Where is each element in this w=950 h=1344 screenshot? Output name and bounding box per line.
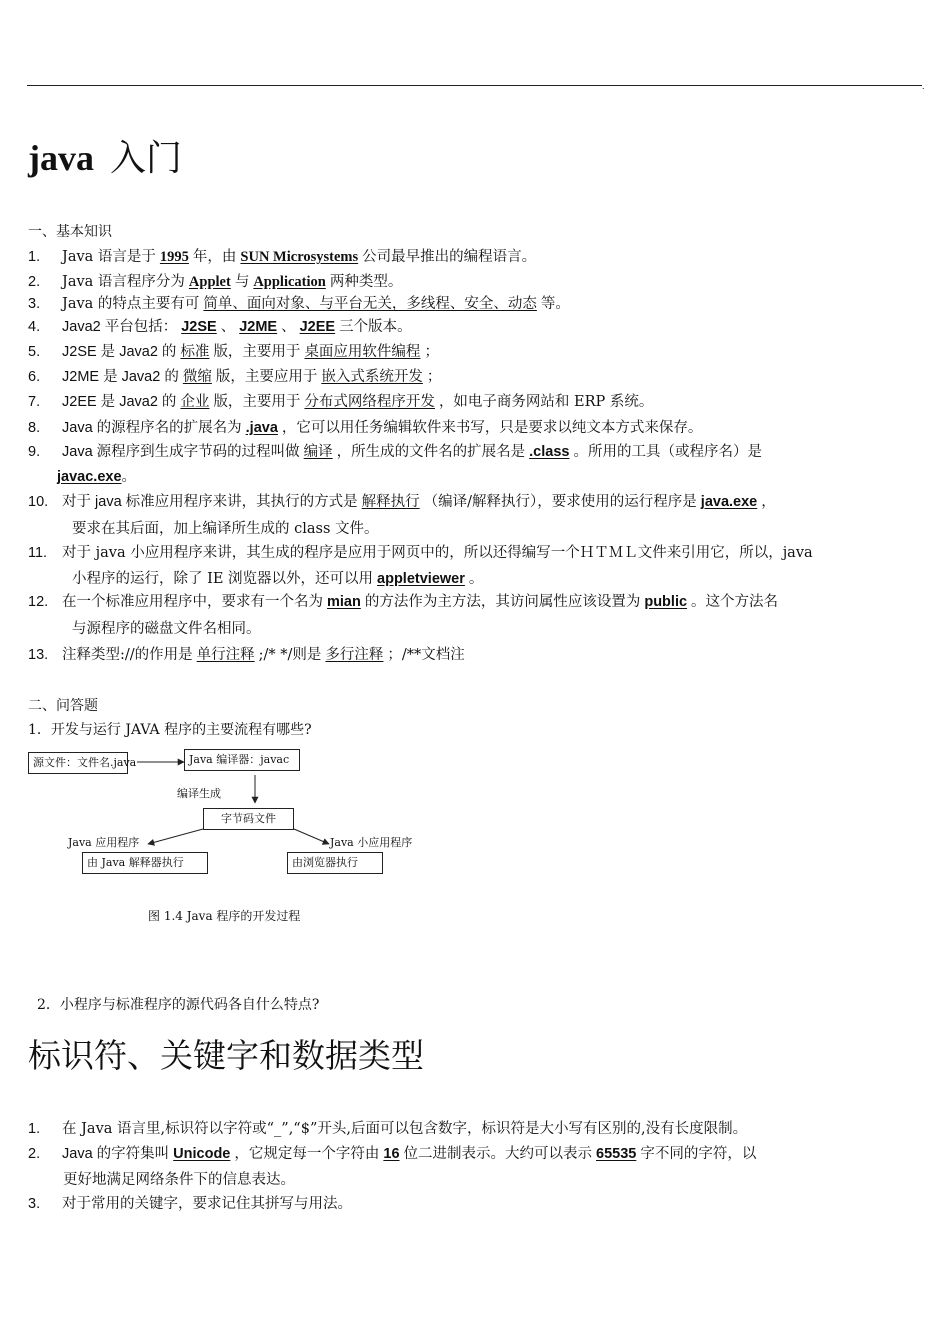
diagram-app-label: Java 应用程序 [68,836,140,849]
diagram-source-file-box: 源文件：文件名.java [28,752,128,774]
list-item: 5. J2SE 是 Java2 的 标准 版，主要用于 桌面应用软件编程 ； [28,344,439,360]
list-item: 1. Java 语言是于 1995 年，由 SUN Microsystems 公司最早推出的编程语言。 [28,249,537,265]
diagram-applet-label: Java 小应用程序 [330,836,413,849]
diagram-compile-label: 编译生成 [177,787,221,800]
list-item: 4. Java2 平台包括： J2SE 、 J2ME 、 J2EE 三个版本。 [28,319,412,335]
list-item: 6. J2ME 是 Java2 的 微缩 版，主要应用于 嵌入式系统开发 ； [28,369,442,385]
list-item: 13. 注释类型://的作用是 单行注释 ;/* */则是 多行注释 ；/**文档注 [28,647,465,663]
page-title: java 入门 [28,138,183,178]
list-item: 2. Java 的字符集叫 Unicode ，它规定每一个字符由 16 位二进制表示。大约可以表示 65535 字不同的字符，以 [28,1146,757,1162]
section-title-identifiers: 标识符、关键字和数据类型 [28,1036,424,1075]
diagram-interpreter-box: 由 Java 解释器执行 [82,852,208,874]
list-item: 9. Java 源程序到生成字节码的过程叫做 编译 ，所生成的文件名的扩展名是 .class 。所用的工具（或程序名）是 [28,444,762,460]
list-item: 7. J2EE 是 Java2 的 企业 版，主要用于 分布式网络程序开发 ，如电子商务网站和 ERP 系统。 [28,394,654,410]
question-1: 1．开发与运行 JAVA 程序的主要流程有哪些? [28,722,312,738]
list-item-continuation: 小程序的运行，除了 IE 浏览器以外，还可以用 appletviewer 。 [72,571,484,587]
list-item: 2. Java 语言程序分为 Applet 与 Application 两种类型。 [28,274,403,290]
list-item: 10. 对于 java 标准应用程序来讲，其执行的方式是 解释执行 （编译/解释执行），要求使用的运行程序是 java.exe ， [28,494,776,510]
list-item: 11. 对于 java 小应用程序来讲，其生成的程序是应用于网页中的，所以还得编写一个ＨＴＭＬ文件来引用它，所以，java [28,545,813,561]
diagram-browser-box: 由浏览器执行 [287,852,383,874]
diagram-compiler-box: Java 编译器：javac [184,749,300,771]
list-item-continuation: javac.exe。 [57,469,137,485]
header-rule-end: . [922,82,925,91]
list-item-continuation: 更好地满足网络条件下的信息表达。 [63,1172,295,1188]
list-item-continuation: 与源程序的磁盘文件名相同。 [72,621,261,637]
list-item: 8. Java 的源程序名的扩展名为 .java ，它可以用任务编辑软件来书写，只是要求以纯文本方式来保存。 [28,420,703,436]
diagram-caption: 图 1.4 Java 程序的开发过程 [148,909,301,923]
section-heading-basics: 一、基本知识 [28,224,112,240]
list-item: 3. 对于常用的关键字，要求记住其拼写与用法。 [28,1196,352,1212]
list-item: 1. 在 Java 语言里,标识符以字符或“_”,“$”开头,后面可以包含数字，标识符是大小写有区别的,没有长度限制。 [28,1121,748,1137]
list-item: 3. Java 的特点主要有可 简单、面向对象、与平台无关，多线程、安全、动态 等。 [28,296,570,312]
diagram-bytecode-box: 字节码文件 [203,808,294,830]
question-2: 2．小程序与标准程序的源代码各自什么特点? [37,997,320,1013]
list-item: 12. 在一个标准应用程序中，要求有一个名为 mian 的方法作为主方法，其访问属性应该设置为 public 。这个方法名 [28,594,779,610]
list-item-continuation: 要求在其后面，加上编译所生成的 class 文件。 [72,521,379,537]
section-heading-questions: 二、问答题 [28,698,98,714]
